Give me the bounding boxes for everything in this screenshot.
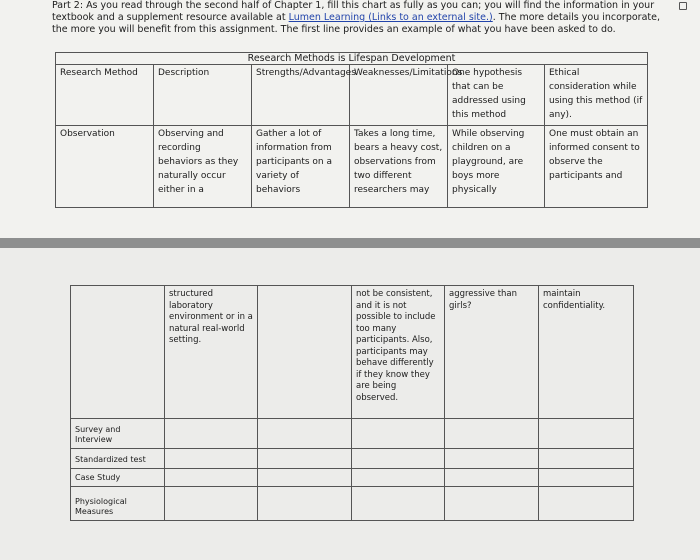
checkbox-mark	[679, 2, 687, 10]
empty-cell[interactable]	[165, 419, 258, 449]
empty-cell[interactable]	[258, 419, 352, 449]
empty-cell[interactable]	[539, 419, 634, 449]
empty-cell[interactable]	[445, 469, 539, 487]
method-case-study: Case Study	[71, 469, 165, 487]
header-row	[56, 65, 648, 126]
empty-cell[interactable]	[539, 449, 634, 469]
part-label: Part 2:	[52, 0, 84, 11]
empty-cell[interactable]	[352, 469, 445, 487]
lumen-learning-link[interactable]: Lumen Learning (Links to an external site.)	[288, 12, 493, 23]
research-methods-table	[55, 52, 648, 208]
empty-cell[interactable]	[352, 449, 445, 469]
table-row	[71, 469, 634, 487]
cell-method[interactable]	[71, 286, 165, 419]
header-weaknesses: Weaknesses/Limitations	[350, 65, 448, 126]
cell-strengths: Gather a lot of information from participants on a variety of behaviors	[252, 126, 350, 208]
empty-cell[interactable]	[352, 419, 445, 449]
cell-description: Observing and recording behaviors as they naturally occur either in a	[154, 126, 252, 208]
cell-hypothesis: While observing children on a playground, are boys more physically	[448, 126, 545, 208]
method-survey-interview: Survey and Interview	[71, 419, 165, 449]
table-row	[71, 449, 634, 469]
empty-cell[interactable]	[165, 449, 258, 469]
empty-cell[interactable]	[165, 469, 258, 487]
instructions-text-1: As you read through the second half of Chapter 1, fill this chart as fully as you can; you will find the information in your textbook and a supplement resource available at	[52, 0, 655, 23]
cell-strengths[interactable]	[258, 286, 352, 419]
table-row	[56, 126, 648, 208]
cell-method: Observation	[56, 126, 154, 208]
empty-cell[interactable]	[258, 487, 352, 521]
empty-cell[interactable]	[539, 469, 634, 487]
table-row	[71, 487, 634, 521]
cell-ethical: maintain confidentiality.	[539, 286, 634, 419]
empty-cell[interactable]	[539, 487, 634, 521]
empty-cell[interactable]	[258, 469, 352, 487]
empty-cell[interactable]	[352, 487, 445, 521]
instructions-text-2: . The more details you incorporate, the more you will benefit from this assignment. The first line provides an example of what you have been asked to do.	[52, 12, 660, 35]
table-row	[71, 286, 634, 419]
empty-cell[interactable]	[445, 487, 539, 521]
worksheet-page-bottom	[0, 248, 700, 560]
cell-description: structured laboratory environment or in a natural real-world setting.	[165, 286, 258, 419]
cell-weaknesses: not be consistent, and it is not possible to include too many participants. Also, participants may behave differently if they know they are being observed.	[352, 286, 445, 419]
empty-cell[interactable]	[258, 449, 352, 469]
cell-ethical: One must obtain an informed consent to observe the participants and	[545, 126, 648, 208]
header-hypothesis: One hypothesis that can be addressed using this method	[448, 65, 545, 126]
table-row	[71, 419, 634, 449]
empty-cell[interactable]	[445, 419, 539, 449]
method-standardized-test: Standardized test	[71, 449, 165, 469]
header-description: Description	[154, 65, 252, 126]
header-strengths: Strengths/Advantages	[252, 65, 350, 126]
table-title: Research Methods is Lifespan Development	[56, 53, 648, 65]
method-physiological-measures: Physiological Measures	[71, 487, 165, 521]
empty-cell[interactable]	[445, 449, 539, 469]
research-methods-table-continued	[70, 285, 634, 521]
header-ethical: Ethical consideration while using this method (if any).	[545, 65, 648, 126]
instructions	[52, 0, 664, 36]
worksheet-page-top	[0, 0, 700, 238]
empty-cell[interactable]	[165, 487, 258, 521]
header-research-method: Research Method	[56, 65, 154, 126]
cell-hypothesis: aggressive than girls?	[445, 286, 539, 419]
cell-weaknesses: Takes a long time, bears a heavy cost, observations from two different researchers may	[350, 126, 448, 208]
